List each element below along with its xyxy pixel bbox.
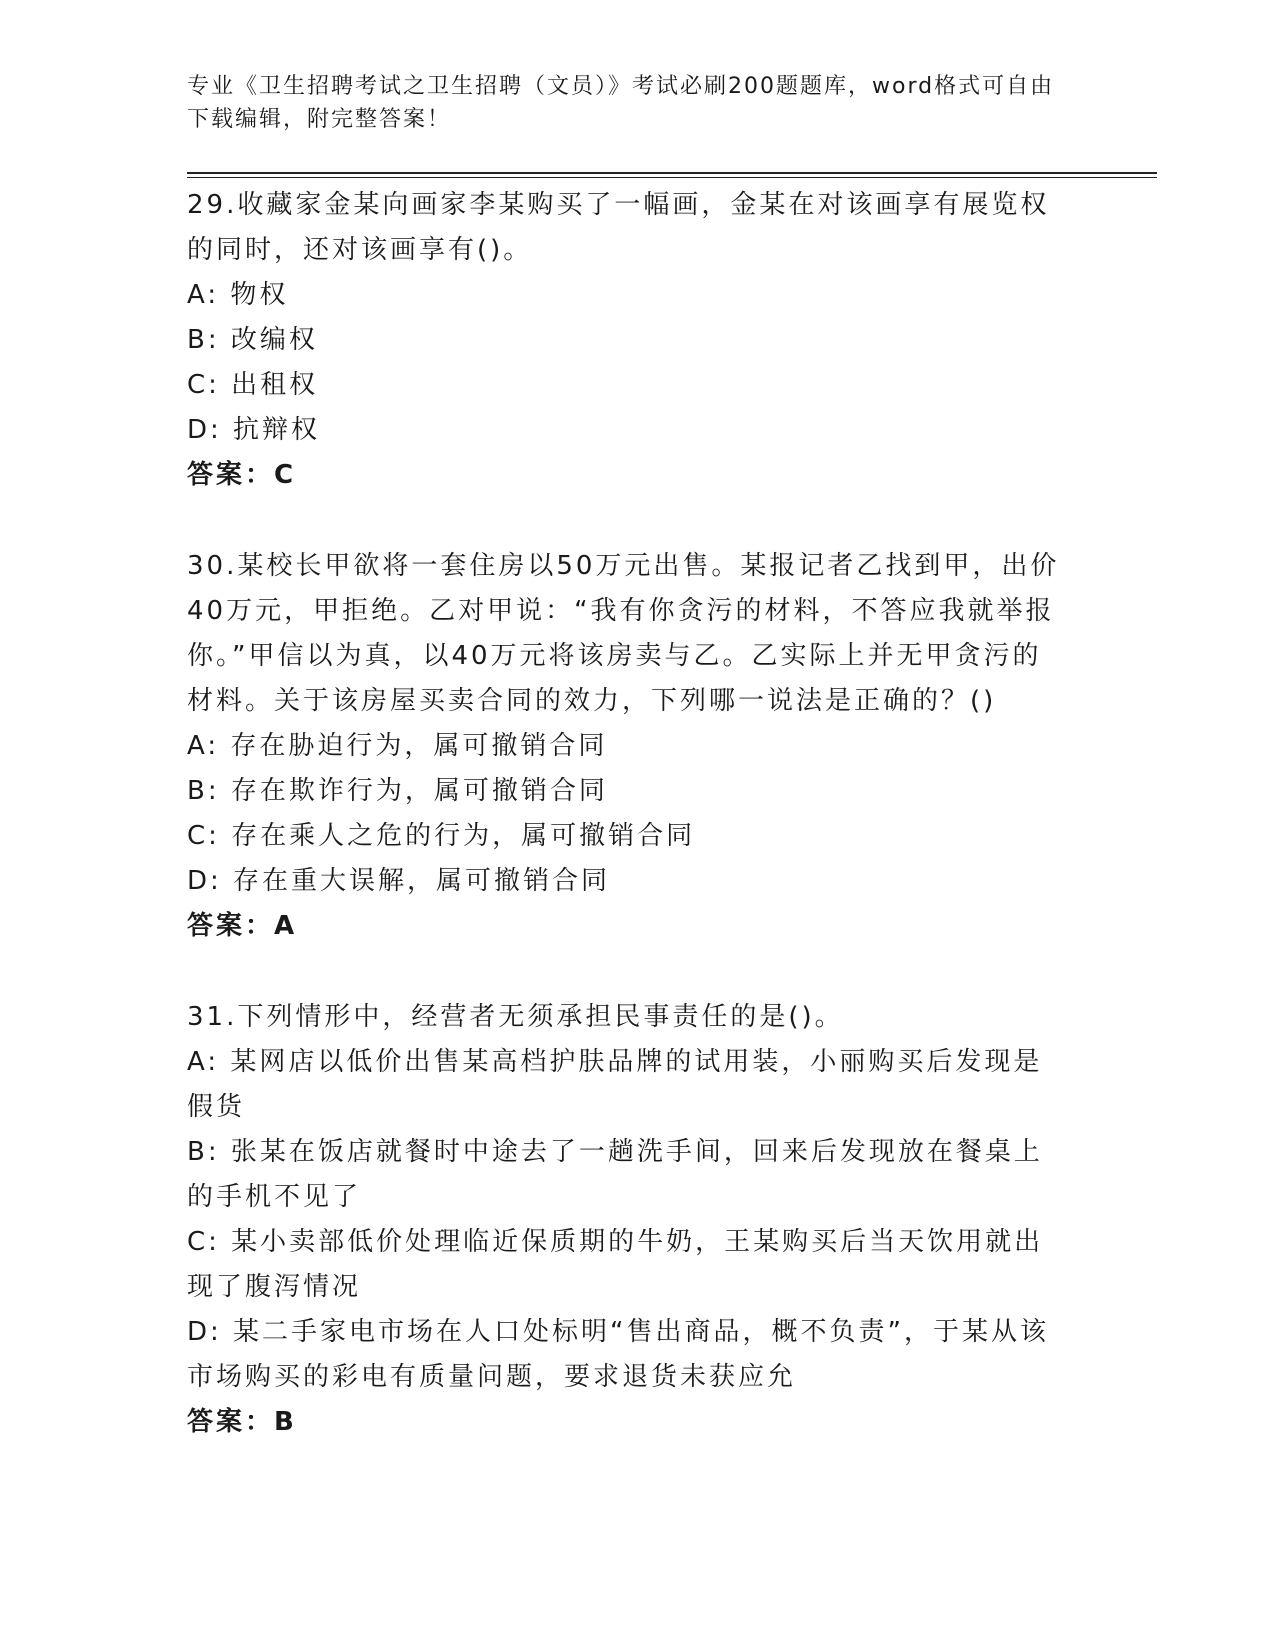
answer: 答案：C: [187, 460, 297, 490]
option-d: D: 某二手家电市场在人口处标明“售出商品，概不负责”，于某从该市场购买的彩电有质量问题，要求退货未获应允: [187, 1317, 1049, 1392]
question-31: [187, 995, 1067, 1445]
document-header: 专业《卫生招聘考试之卫生招聘（文员）》考试必刷200题题库，word格式可自由下载编辑，附完整答案！: [187, 74, 1055, 132]
question-stem: 29.收藏家金某向画家李某购买了一幅画，金某在对该画享有展览权的同时，还对该画享有()。: [187, 190, 1050, 265]
option-d: D: 抗辩权: [187, 415, 321, 445]
document-page: [187, 70, 1157, 1445]
answer: 答案：A: [187, 911, 298, 941]
option-c: C: 出租权: [187, 370, 319, 400]
question-stem: 31.下列情形中，经营者无须承担民事责任的是()。: [187, 1002, 844, 1032]
option-a: A: 某网店以低价出售某高档护肤品牌的试用装，小丽购买后发现是假货: [187, 1047, 1043, 1122]
option-b: B: 改编权: [187, 325, 318, 355]
option-b: B: 存在欺诈行为，属可撤销合同: [187, 776, 608, 806]
option-c: C: 某小卖部低价处理临近保质期的牛奶，王某购买后当天饮用就出现了腹泻情况: [187, 1227, 1044, 1302]
header-divider: [187, 172, 1157, 178]
question-stem: 30.某校长甲欲将一套住房以50万元出售。某报记者乙找到甲，出价40万元，甲拒绝。乙对甲说：“我有你贪污的材料，不答应我就举报你。”甲信以为真，以40万元将该房卖与乙。乙实际上并无甲贪污的材料。关于该房屋买卖合同的效力，下列哪一说法是正确的？(): [187, 551, 1060, 716]
option-d: D: 存在重大误解，属可撤销合同: [187, 866, 611, 896]
answer: 答案：B: [187, 1407, 297, 1437]
option-a: A: 物权: [187, 280, 289, 310]
option-a: A: 存在胁迫行为，属可撤销合同: [187, 731, 608, 761]
option-c: C: 存在乘人之危的行为，属可撤销合同: [187, 821, 696, 851]
question-29: [187, 183, 1067, 498]
option-b: B: 张某在饭店就餐时中途去了一趟洗手间，回来后发现放在餐桌上的手机不见了: [187, 1137, 1043, 1212]
question-30: [187, 544, 1067, 949]
